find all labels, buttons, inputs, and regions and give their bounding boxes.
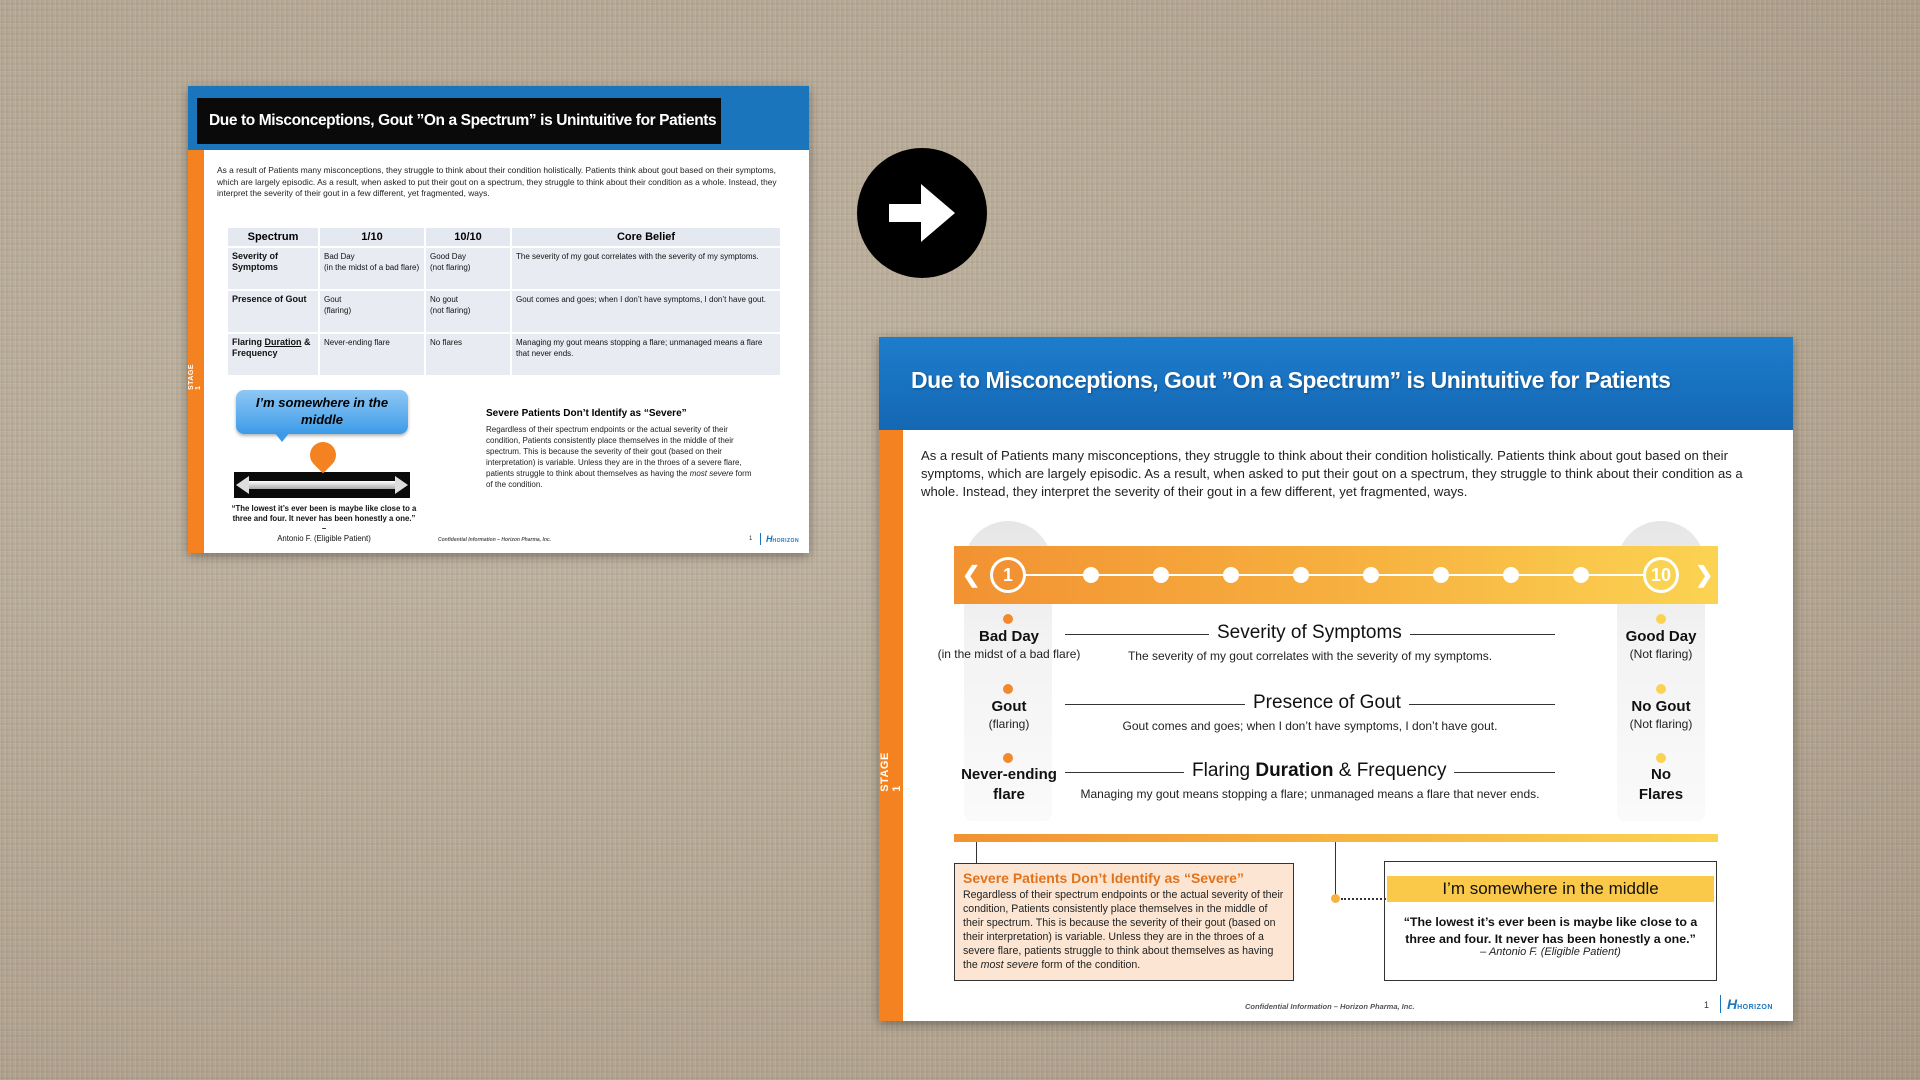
location-pin-icon [305, 437, 342, 474]
chevron-left-icon: ❮ [962, 562, 981, 587]
stage-sidebar [879, 430, 903, 1021]
row-low-sub: (in the midst of a bad flare) [937, 647, 1081, 661]
row-high-sub: (Not flaring) [1629, 647, 1693, 661]
low-marker [1003, 753, 1013, 763]
row-high-label [1601, 697, 1721, 731]
row-low-label [944, 697, 1074, 731]
high-marker [1656, 753, 1666, 763]
row-description: The severity of my gout correlates with the severity of my symptoms. [1127, 649, 1493, 663]
quote-text: “The lowest it’s ever been is maybe like close to a three and four. It never has been honestly a one.” – [231, 504, 417, 533]
scale-dot [1293, 567, 1309, 583]
scale-dot [1503, 567, 1519, 583]
double-arrow-scale [234, 472, 410, 498]
low-marker [1003, 684, 1013, 694]
table-cell: Bad Day (in the midst of a bad flare) [320, 248, 424, 289]
row-description: Managing my gout means stopping a flare; unmanaged means a flare that never ends. [1080, 787, 1540, 801]
original-slide [188, 86, 809, 553]
severe-body [486, 424, 758, 490]
row-low-title: Gout [991, 698, 1027, 715]
stage-label: STAGE 1 [879, 752, 903, 792]
scale-start: 1 [990, 557, 1026, 593]
row-high-title: Good Day [1625, 628, 1697, 645]
footer-divider [760, 533, 761, 545]
severe-body-emphasis: most severe [689, 469, 734, 478]
row-high-title: No Flares [1638, 766, 1684, 803]
slide-title: Due to Misconceptions, Gout ”On a Spectrum” is Unintuitive for Patients [197, 98, 721, 144]
spectrum-scale [954, 546, 1718, 604]
logo-text: HORIZON [772, 538, 800, 544]
speech-bubble: I’m somewhere in the middle [236, 390, 408, 434]
row-high-label [1631, 765, 1691, 805]
connector-line [1335, 842, 1336, 899]
row-label [228, 334, 318, 375]
scale-dot [1153, 567, 1169, 583]
row-high-label [1601, 627, 1721, 661]
scale-dot [1573, 567, 1589, 583]
scale-dot [1083, 567, 1099, 583]
scale-line [1004, 574, 1664, 576]
patient-quote [230, 504, 418, 544]
logo-text: HORIZON [1737, 1004, 1773, 1011]
row-title-pre: Flaring [1192, 760, 1256, 781]
page-number: 1 [1704, 1000, 1710, 1010]
severe-body-text: Regardless of their spectrum endpoints or the actual severity of their condition, Patients consistently place themselves in the middle of their spectrum. This is because the severity of their gout (based on their interpretation) is variable. Unless they are in the throes of a severe flare, patients struggle to think about themselves as having the [486, 425, 742, 478]
severe-body-text: Regardless of their spectrum endpoints or the actual severity of their condition, Patients consistently place themselves in the middle of their spectrum. This is because the severity of their gout (based on their interpretation) is variable. Unless they are in the throes of a severe flare, patients struggle to think about themselves as having the [963, 889, 1284, 971]
severe-body-end: form of the condition. [1038, 959, 1141, 971]
row-label: Presence of Gout [228, 291, 318, 332]
row-title: Presence of Gout [1245, 692, 1409, 714]
arrow-left-icon [236, 476, 249, 494]
severe-body [963, 888, 1285, 972]
high-marker [1656, 614, 1666, 624]
row-title-bold: Duration [1255, 760, 1334, 781]
row-title-post: & Frequency [1333, 760, 1447, 781]
intro-paragraph: As a result of Patients many misconceptions, they struggle to think about their condition holistically. Patients think about gout based on their symptoms, which are largely episodic. As a result, when asked to put their gout on a spectrum, they struggle to think about their condition as a whole. Instead, they interpret the severity of their gout in a few different, yet fragmented, ways. [921, 448, 1743, 499]
confidential-footer: Confidential Information – Horizon Pharma, Inc. [438, 537, 552, 543]
severe-body-emphasis: most severe [980, 959, 1039, 971]
stage-label: STAGE 1 [188, 363, 203, 391]
middle-heading: I’m somewhere in the middle [1387, 876, 1714, 902]
row-label-post: & Frequency [232, 337, 311, 358]
horizon-logo [766, 534, 799, 544]
scale-dot [1363, 567, 1379, 583]
severe-body-end: form of the condition. [486, 469, 752, 489]
row-high-title: No Gout [1631, 698, 1691, 715]
stage-sidebar [188, 150, 204, 553]
speech-bubble-tail [274, 432, 290, 442]
row-low-title: Never-ending flare [961, 766, 1057, 803]
table-row [228, 248, 780, 289]
scale-end: 10 [1643, 557, 1679, 593]
table-cell: No gout (not flaring) [426, 291, 510, 332]
row-label-underline: Duration [264, 337, 302, 347]
severe-heading: Severe Patients Don’t Identify as “Severe” [963, 870, 1244, 886]
row-label: Severity of Symptoms [228, 248, 318, 289]
table-header: Core Belief [512, 228, 780, 246]
quote-attribution: – Antonio F. (Eligible Patient) [1480, 946, 1621, 958]
scale-dot [1433, 567, 1449, 583]
redesigned-slide [879, 337, 1793, 1021]
table-cell: The severity of my gout correlates with the severity of my symptoms. [512, 248, 780, 289]
logo-mark: H [766, 534, 773, 544]
row-low-title: Bad Day [978, 628, 1040, 645]
table-cell: Gout (flaring) [320, 291, 424, 332]
spectrum-table [226, 226, 782, 377]
scale-dot [1223, 567, 1239, 583]
footer-divider [1720, 995, 1721, 1013]
arrow-head [921, 184, 955, 242]
quote-attribution: Antonio F. (Eligible Patient) [277, 534, 371, 543]
table-row [228, 334, 780, 375]
table-cell: Managing my gout means stopping a flare; unmanaged means a flare that never ends. [512, 334, 780, 375]
table-cell: No flares [426, 334, 510, 375]
chevron-right-icon: ❯ [1695, 562, 1714, 587]
row-description: Gout comes and goes; when I don’t have symptoms, I don’t have gout. [1122, 719, 1498, 733]
table-header: Spectrum [228, 228, 318, 246]
table-cell: Gout comes and goes; when I don’t have symptoms, I don’t have gout. [512, 291, 780, 332]
arrow-right-icon [395, 476, 408, 494]
quote-text: “The lowest it’s ever been is maybe like close to a three and four. It never has been honestly a one.” [1403, 915, 1698, 946]
row-low-sub: (flaring) [988, 717, 1030, 731]
middle-callout [1384, 861, 1717, 981]
severe-callout [954, 863, 1294, 981]
scale-bar [248, 481, 396, 489]
logo-mark: H [1727, 996, 1738, 1012]
arrow-right-icon [857, 148, 987, 278]
intro-paragraph: As a result of Patients many misconceptions, they struggle to think about their condition holistically. Patients think about gout based on their symptoms, which are largely episodic. As a result, when asked to put their gout on a spectrum, they struggle to think about their condition as a whole. Instead, they interpret the severity of their gout in a few different, yet fragmented, ways. [217, 165, 777, 199]
connector-line [976, 842, 977, 863]
row-title [1184, 760, 1454, 782]
low-marker [1003, 614, 1013, 624]
table-cell: Never-ending flare [320, 334, 424, 375]
row-title: Severity of Symptoms [1209, 622, 1410, 644]
row-high-sub: (Not flaring) [1629, 717, 1693, 731]
table-header-row [228, 228, 780, 246]
table-cell: Good Day (not flaring) [426, 248, 510, 289]
page-number: 1 [749, 536, 753, 542]
row-label-pre: Flaring [232, 337, 265, 347]
slide-title: Due to Misconceptions, Gout ”On a Spectrum” is Unintuitive for Patients [911, 367, 1671, 393]
base-gradient-bar [954, 834, 1718, 842]
severe-heading: Severe Patients Don’t Identify as “Severe” [486, 408, 687, 419]
connector-dot [1331, 894, 1340, 903]
high-marker [1656, 684, 1666, 694]
horizon-logo [1727, 996, 1773, 1012]
table-header: 10/10 [426, 228, 510, 246]
confidential-footer: Confidential Information – Horizon Pharma, Inc. [1245, 1002, 1415, 1011]
table-header: 1/10 [320, 228, 424, 246]
table-row [228, 291, 780, 332]
